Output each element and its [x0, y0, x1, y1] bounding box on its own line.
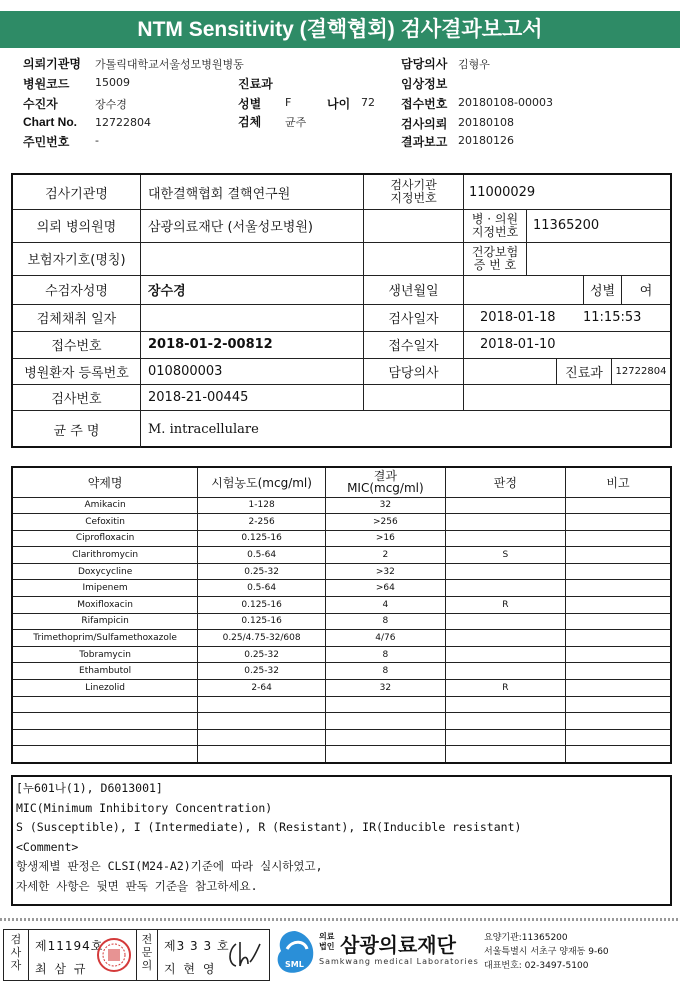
label-line: 검사기관: [390, 178, 437, 192]
cell-conc: 0.25/4.75-32/608: [198, 630, 326, 647]
cell-judge: [445, 580, 565, 597]
cell-mic: >64: [326, 580, 446, 597]
cell-note: [566, 646, 671, 663]
cell-note: [566, 580, 671, 597]
cell-note: [566, 547, 671, 564]
test-info-box: [11, 173, 672, 448]
comment-line: 자세한 사항은 뒷면 판독 기준을 참고하세요.: [16, 878, 258, 893]
header-value: F: [285, 96, 292, 109]
header-value: 김형우: [458, 58, 490, 71]
collect-date-value: [148, 304, 358, 331]
header-label: 의뢰기관명: [23, 57, 81, 71]
exam-no-value: 2018-21-00445: [148, 389, 249, 405]
patient-value: 장수경: [148, 284, 186, 299]
sex-value: 여: [639, 284, 653, 299]
comment-line: [누601나(1), D6013001]: [16, 781, 163, 795]
table-row: [12, 580, 671, 597]
cell-empty: [445, 729, 565, 746]
cell-judge: [445, 563, 565, 580]
examiner-seal-icon: [96, 937, 132, 973]
insured-value: [148, 242, 358, 275]
reg-no-value: 010800003: [148, 363, 223, 379]
cell-drug: Moxifloxacin: [12, 597, 198, 614]
receipt-no-label: 접수번호: [51, 339, 102, 354]
birth-label: 생년월일: [388, 284, 439, 299]
org-english-name: Samkwang medical Laboratories: [319, 957, 479, 966]
exam-no-label: 검사번호: [51, 391, 102, 407]
cell-mic: 4/76: [326, 630, 446, 647]
comment-line: S (Susceptible), I (Intermediate), R (Resistant), IR(Inducible resistant): [16, 820, 522, 835]
test-org-value: 대한결핵협회 결핵연구원: [148, 186, 291, 202]
dept-value: 12722804: [615, 365, 667, 377]
table-row-empty: [12, 696, 671, 713]
header-value: 균주: [285, 116, 307, 129]
col-header-mic-line1: 결과: [373, 469, 397, 484]
cell-drug: Linezolid: [12, 680, 198, 697]
cell-note: [566, 514, 671, 531]
birth-value: [469, 275, 579, 304]
cell-judge: S: [445, 547, 565, 564]
specialist-name: 지 현 영: [164, 962, 217, 976]
cell-empty: [326, 746, 446, 763]
sensitivity-table: [11, 466, 672, 764]
cell-judge: [445, 514, 565, 531]
cell-mic: 2: [326, 547, 446, 564]
specialist-no: 제3 3 3 호: [164, 939, 230, 953]
cell-conc: 0.25-32: [198, 663, 326, 680]
cell-judge: [445, 530, 565, 547]
header-label: 접수번호: [401, 97, 448, 111]
table-row: [12, 663, 671, 680]
cell-drug: Ethambutol: [12, 663, 198, 680]
req-hospital-label: 의뢰 병의원명: [36, 220, 117, 235]
header-label: 담당의사: [401, 57, 448, 71]
header-value: 20180126: [458, 134, 514, 147]
strain-value: M. intracellulare: [148, 421, 259, 437]
reg-no-label: 병원환자 등록번호: [24, 365, 129, 381]
cell-note: [566, 630, 671, 647]
header-label: 진료과: [238, 77, 273, 91]
cell-drug: Tobramycin: [12, 646, 198, 663]
cell-conc: 0.125-16: [198, 530, 326, 547]
cell-conc: 0.125-16: [198, 597, 326, 614]
cell-drug: Imipenem: [12, 580, 198, 597]
cell-judge: [445, 613, 565, 630]
header-label: 병원코드: [23, 77, 70, 91]
org-address: 서울특별시 서초구 양재동 9-60: [484, 947, 609, 957]
cell-drug: Amikacin: [12, 497, 198, 514]
table-row: [12, 514, 671, 531]
cell-judge: [445, 663, 565, 680]
cell-mic: 8: [326, 646, 446, 663]
examiner-name: 최 삼 규: [35, 962, 88, 976]
cell-mic: 32: [326, 497, 446, 514]
table-row-empty: [12, 729, 671, 746]
cell-empty: [198, 746, 326, 763]
cell-empty: [326, 713, 446, 730]
header-value: 가톨릭대학교서울성모병원병동: [95, 58, 244, 71]
cell-conc: 0.25-32: [198, 563, 326, 580]
cell-drug: Trimethoprim/Sulfamethoxazole: [12, 630, 198, 647]
cell-empty: [566, 696, 671, 713]
cell-empty: [12, 696, 198, 713]
table-row: [12, 680, 671, 697]
header-value: 12722804: [95, 116, 151, 129]
test-date-label: 검사일자: [388, 312, 439, 327]
header-label: 검체: [238, 115, 262, 129]
col-header-judge: 판정: [445, 467, 565, 497]
cell-empty: [445, 746, 565, 763]
cell-note: [566, 680, 671, 697]
cell-judge: R: [445, 597, 565, 614]
strain-label: 균 주 명: [53, 423, 100, 439]
table-row-empty: [12, 746, 671, 763]
cell-empty: [445, 713, 565, 730]
test-org-code-value: 11000029: [469, 184, 536, 200]
org-prefix: [319, 932, 334, 952]
org-prefix-1: 의료: [319, 932, 335, 941]
cell-empty: [12, 729, 198, 746]
header-value: -: [95, 134, 99, 147]
cell-empty: [326, 729, 446, 746]
org-contact: [484, 931, 609, 973]
table-header-row: [12, 467, 671, 497]
header-label: 검사의뢰: [401, 117, 448, 131]
cell-conc: 2-64: [198, 680, 326, 697]
health-ins-label: [464, 242, 526, 275]
cell-mic: 4: [326, 597, 446, 614]
label-line: 건강보험: [471, 244, 519, 259]
cell-empty: [198, 713, 326, 730]
cell-note: [566, 530, 671, 547]
cell-conc: 1-128: [198, 497, 326, 514]
logo-text: SML: [285, 960, 304, 969]
header-label: 주민번호: [23, 135, 70, 149]
cell-mic: 8: [326, 613, 446, 630]
insured-label: 보험자기호(명칭): [27, 253, 126, 268]
cell-drug: Ciprofloxacin: [12, 530, 198, 547]
table-row: [12, 630, 671, 647]
examiner-label: 검사자: [10, 933, 22, 972]
table-row: [12, 563, 671, 580]
table-row: [12, 597, 671, 614]
sex-label: 성별: [589, 284, 616, 299]
cell-empty: [12, 713, 198, 730]
receipt-date-label: 접수일자: [388, 339, 439, 354]
cell-empty: [326, 696, 446, 713]
cell-drug: Rifampicin: [12, 613, 198, 630]
footer-divider: [0, 918, 680, 921]
col-header-mic: [326, 467, 446, 497]
cell-conc: 0.125-16: [198, 613, 326, 630]
header-value: 20180108-00003: [458, 96, 553, 109]
cell-mic: >16: [326, 530, 446, 547]
examiner-no: 제11194호: [35, 939, 104, 953]
hospital-code-value: 11365200: [533, 218, 600, 233]
test-time-value: 11:15:53: [583, 310, 642, 325]
doctor-value: [469, 358, 554, 384]
cell-empty: [198, 696, 326, 713]
cell-note: [566, 663, 671, 680]
dept-label: 진료과: [565, 365, 603, 381]
comment-box: [11, 775, 672, 906]
cell-empty: [12, 746, 198, 763]
cell-judge: [445, 646, 565, 663]
cell-judge: R: [445, 680, 565, 697]
col-header-mic-line2: MIC(mcg/ml): [347, 481, 424, 496]
table-row-empty: [12, 713, 671, 730]
header-value: 15009: [95, 76, 130, 89]
cell-judge: [445, 630, 565, 647]
req-hospital-value: 삼광의료재단 (서울성모병원): [148, 220, 313, 235]
col-header-conc: 시험농도(mcg/ml): [198, 467, 326, 497]
label-line: 지정번호: [471, 224, 519, 239]
cell-mic: 8: [326, 663, 446, 680]
cell-note: [566, 613, 671, 630]
cell-conc: 0.25-32: [198, 646, 326, 663]
test-org-code-label: [364, 175, 463, 209]
cell-empty: [566, 713, 671, 730]
cell-note: [566, 597, 671, 614]
org-prefix-2: 법인: [319, 942, 335, 951]
cell-mic: >32: [326, 563, 446, 580]
cell-empty: [566, 746, 671, 763]
comment-line: 항생제별 판정은 CLSI(M24-A2)기준에 따라 실시하였고,: [16, 859, 323, 874]
signature-box: [3, 929, 270, 981]
test-org-label: 검사기관명: [45, 186, 108, 202]
cell-note: [566, 563, 671, 580]
specialist-label: 전문의: [141, 933, 153, 972]
cell-drug: Cefoxitin: [12, 514, 198, 531]
org-name: 삼광의료재단: [340, 933, 456, 957]
cell-conc: 0.5-64: [198, 547, 326, 564]
label-line: 병 · 의원: [471, 211, 519, 226]
cell-note: [566, 497, 671, 514]
patient-label: 수검자성명: [45, 284, 108, 299]
col-header-note: 비고: [566, 467, 671, 497]
cell-empty: [566, 729, 671, 746]
header-label: 임상정보: [401, 77, 448, 91]
cell-empty: [445, 696, 565, 713]
header-label: 결과보고: [401, 135, 448, 149]
table-row: [12, 497, 671, 514]
header-label: 성별: [238, 97, 262, 111]
cell-judge: [445, 497, 565, 514]
test-date-value: 2018-01-18: [480, 310, 556, 325]
care-no: 요양기관:11365200: [484, 933, 568, 943]
cell-drug: Doxycycline: [12, 563, 198, 580]
report-title: NTM Sensitivity (결핵협회) 검사결과보고서: [0, 11, 680, 48]
cell-mic: >256: [326, 514, 446, 531]
label-line: 지정번호: [390, 191, 437, 205]
header-value: 20180108: [458, 116, 514, 129]
health-ins-value: [533, 242, 663, 275]
hospital-code-label: [464, 209, 526, 242]
table-row: [12, 613, 671, 630]
cell-empty: [198, 729, 326, 746]
header-value: 72: [361, 96, 375, 109]
comment-line: MIC(Minimum Inhibitory Concentration): [16, 800, 273, 815]
table-row: [12, 530, 671, 547]
comment-line: <Comment>: [16, 839, 79, 854]
signature-icon: [224, 938, 264, 972]
cell-conc: 2-256: [198, 514, 326, 531]
header-label: Chart No.: [23, 115, 77, 129]
cell-conc: 0.5-64: [198, 580, 326, 597]
table-row: [12, 547, 671, 564]
table-row: [12, 646, 671, 663]
sml-logo-icon: [273, 929, 317, 975]
header-label: 나이: [327, 97, 351, 111]
receipt-no-value: 2018-01-2-00812: [148, 337, 273, 352]
collect-date-label: 검체채취 일자: [36, 312, 117, 327]
header-value: 장수경: [95, 98, 127, 111]
doctor-label: 담당의사: [388, 365, 439, 381]
cell-mic: 32: [326, 680, 446, 697]
receipt-date-value: 2018-01-10: [480, 337, 556, 352]
cell-drug: Clarithromycin: [12, 547, 198, 564]
org-phone: 대표번호: 02-3497-5100: [484, 961, 589, 971]
label-line: 증 번 호: [473, 257, 517, 272]
header-label: 수진자: [23, 97, 58, 111]
col-header-drug: 약제명: [12, 467, 198, 497]
